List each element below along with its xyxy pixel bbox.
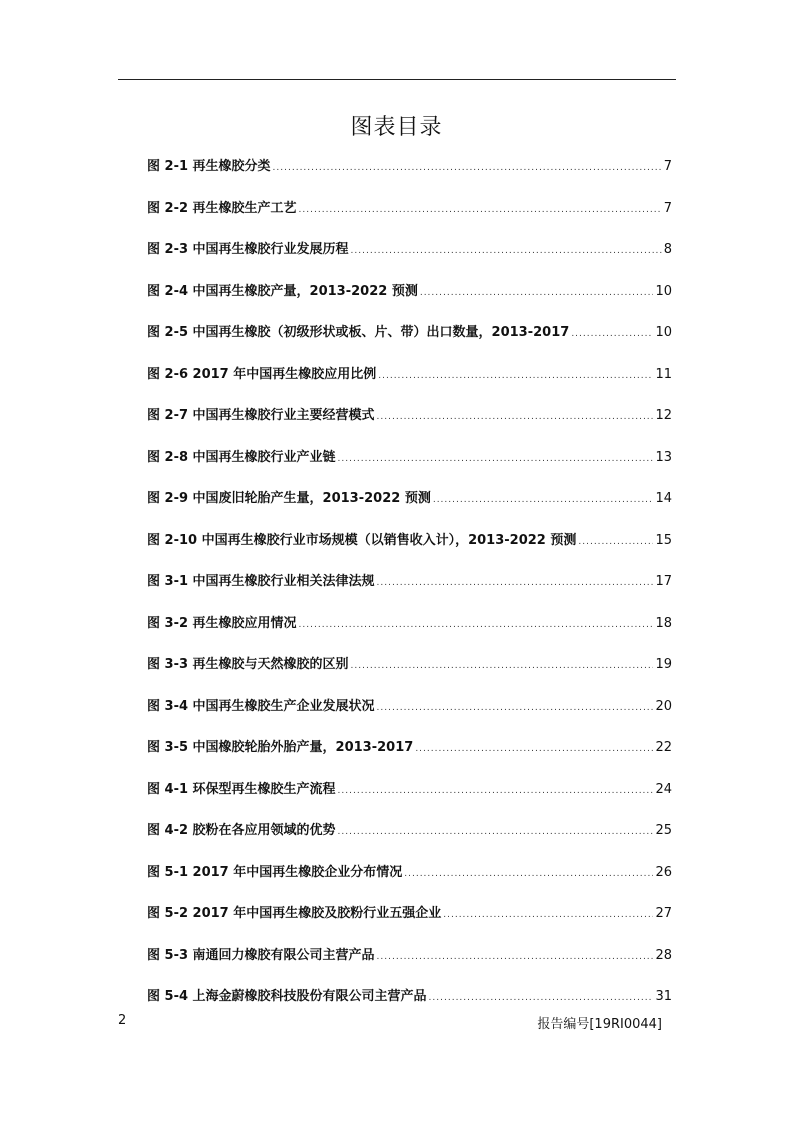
- toc-entry-page: 10: [655, 283, 672, 299]
- toc-list: [147, 152, 672, 1024]
- toc-entry-label: 图 2-2 再生橡胶生产工艺: [147, 200, 297, 216]
- toc-entry-label: 图 2-1 再生橡胶分类: [147, 159, 271, 174]
- toc-entry-label: 图 2-4 中国再生橡胶产量，2013-2022 预测: [147, 283, 418, 299]
- toc-entry-label: 图 4-2 胶粉在各应用领域的优势: [147, 823, 336, 838]
- toc-entry-page: 7: [663, 159, 672, 174]
- toc-entry-label: 图 3-4 中国再生橡胶生产企业发展状况: [147, 698, 375, 714]
- toc-entry-page: 27: [655, 906, 672, 921]
- toc-entry-label: 图 2-7 中国再生橡胶行业主要经营模式: [147, 408, 375, 423]
- toc-leader: [378, 361, 653, 391]
- toc-entry-page: 10: [655, 325, 672, 340]
- toc-entry-page: 13: [655, 449, 672, 465]
- footer-report-code: 报告编号[19RI0044]: [537, 1017, 662, 1032]
- toc-entry[interactable]: [147, 526, 672, 568]
- toc-entry-label: 图 2-3 中国再生橡胶行业发展历程: [147, 242, 349, 257]
- toc-entry-page: 20: [655, 698, 672, 714]
- toc-entry-label: 图 3-1 中国再生橡胶行业相关法律法规: [147, 574, 375, 589]
- toc-entry[interactable]: [147, 899, 672, 941]
- toc-entry[interactable]: [147, 733, 672, 775]
- toc-entry-page: 31: [655, 989, 672, 1004]
- toc-entry-page: 19: [655, 657, 672, 672]
- toc-leader: [404, 859, 653, 889]
- toc-entry-page: 24: [655, 781, 672, 797]
- page-title: 图表目录: [350, 115, 443, 140]
- toc-leader: [571, 319, 653, 349]
- toc-leader: [377, 568, 654, 598]
- toc-leader: [338, 817, 654, 847]
- toc-leader: [415, 734, 653, 764]
- toc-leader: [433, 485, 654, 515]
- header-rule: [118, 79, 676, 80]
- toc-leader: [273, 153, 662, 183]
- toc-entry-page: 17: [655, 574, 672, 589]
- toc-entry-page: 26: [655, 864, 672, 880]
- toc-entry-label: 图 4-1 环保型再生橡胶生产流程: [147, 781, 336, 797]
- toc-entry-page: 25: [655, 823, 672, 838]
- toc-entry-label: 图 2-10 中国再生橡胶行业市场规模（以销售收入计），2013-2022 预测: [147, 532, 577, 548]
- toc-entry[interactable]: [147, 484, 672, 526]
- toc-entry[interactable]: [147, 235, 672, 277]
- toc-entry[interactable]: [147, 318, 672, 360]
- toc-entry-page: 15: [655, 532, 672, 548]
- toc-leader: [377, 693, 654, 723]
- toc-entry-page: 14: [655, 491, 672, 506]
- toc-entry-label: 图 2-5 中国再生橡胶（初级形状或板、片、带）出口数量，2013-2017: [147, 325, 570, 340]
- toc-entry-label: 图 5-4 上海金蔚橡胶科技股份有限公司主营产品: [147, 989, 427, 1004]
- toc-leader: [299, 195, 662, 225]
- toc-entry-page: 8: [663, 242, 672, 257]
- toc-entry-label: 图 5-2 2017 年中国再生橡胶及胶粉行业五强企业: [147, 906, 442, 921]
- toc-entry[interactable]: [147, 443, 672, 485]
- toc-entry[interactable]: [147, 567, 672, 609]
- toc-entry[interactable]: [147, 277, 672, 319]
- toc-entry-page: 28: [655, 947, 672, 963]
- toc-leader: [578, 527, 653, 557]
- toc-entry-page: 11: [655, 366, 672, 382]
- toc-entry-label: 图 5-3 南通回力橡胶有限公司主营产品: [147, 947, 375, 963]
- toc-entry[interactable]: [147, 692, 672, 734]
- toc-leader: [420, 278, 654, 308]
- toc-entry-label: 图 3-2 再生橡胶应用情况: [147, 615, 297, 631]
- toc-entry-page: 12: [655, 408, 672, 423]
- toc-leader: [299, 610, 654, 640]
- toc-entry[interactable]: [147, 858, 672, 900]
- toc-entry[interactable]: [147, 816, 672, 858]
- toc-entry-page: 22: [655, 740, 672, 755]
- toc-entry[interactable]: [147, 775, 672, 817]
- toc-leader: [338, 444, 654, 474]
- toc-entry-label: 图 2-8 中国再生橡胶行业产业链: [147, 449, 336, 465]
- toc-entry-page: 18: [655, 615, 672, 631]
- toc-entry[interactable]: [147, 194, 672, 236]
- toc-entry-label: 图 3-3 再生橡胶与天然橡胶的区别: [147, 657, 349, 672]
- toc-leader: [338, 776, 654, 806]
- toc-entry-label: 图 3-5 中国橡胶轮胎外胎产量，2013-2017: [147, 740, 414, 755]
- toc-leader: [351, 236, 662, 266]
- toc-leader: [377, 942, 654, 972]
- toc-entry[interactable]: [147, 152, 672, 194]
- toc-entry[interactable]: [147, 650, 672, 692]
- toc-leader: [377, 402, 654, 432]
- footer-page-number: 2: [118, 1013, 127, 1028]
- toc-leader: [351, 651, 654, 681]
- toc-leader: [429, 983, 654, 1013]
- toc-entry[interactable]: [147, 401, 672, 443]
- toc-entry-label: 图 2-6 2017 年中国再生橡胶应用比例: [147, 366, 377, 382]
- toc-entry[interactable]: [147, 609, 672, 651]
- toc-entry[interactable]: [147, 360, 672, 402]
- toc-leader: [443, 900, 653, 930]
- toc-entry[interactable]: [147, 941, 672, 983]
- toc-entry-label: 图 5-1 2017 年中国再生橡胶企业分布情况: [147, 864, 403, 880]
- toc-entry-label: 图 2-9 中国废旧轮胎产生量，2013-2022 预测: [147, 491, 431, 506]
- toc-entry-page: 7: [663, 200, 672, 216]
